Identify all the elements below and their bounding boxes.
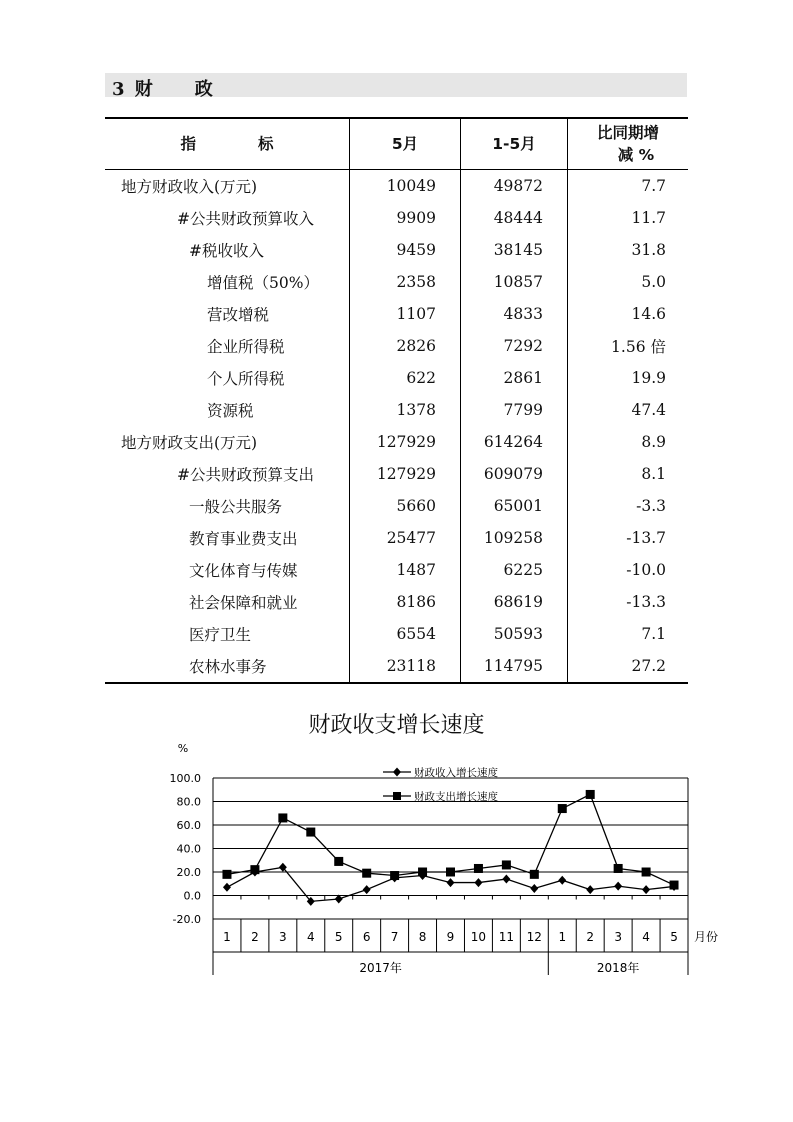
row-may-value: 1107 [350,298,461,330]
row-ytd-value: 65001 [461,490,568,522]
data-point-diamond [447,878,455,887]
data-point-diamond [223,883,231,892]
row-ytd-value: 50593 [461,618,568,650]
row-yoy-value: 19.9 [568,362,689,394]
row-label: 医疗卫生 [189,626,252,644]
data-point-square [446,868,455,877]
data-point-square [474,864,483,873]
row-ytd-value: 114795 [461,650,568,683]
row-yoy-value: 7.7 [568,170,689,203]
x-tick-label: 8 [418,930,427,944]
row-label: 社会保障和就业 [189,594,298,612]
row-yoy-value: -3.3 [568,490,689,522]
data-point-square [586,790,595,799]
header-indicator: 指 标 [105,118,350,170]
row-yoy-value: 8.9 [568,426,689,458]
x-tick-label: 3 [279,930,287,944]
row-may-value: 6554 [350,618,461,650]
header-ytd: 1-5月 [461,118,568,170]
data-point-diamond [474,878,482,887]
y-tick-label: 40.0 [176,842,201,856]
row-may-value: 622 [350,362,461,394]
row-label: 地方财政收入(万元) [121,178,258,196]
row-yoy-value: 27.2 [568,650,689,683]
row-label: 营改增税 [207,306,270,324]
data-point-square [334,857,343,866]
data-point-diamond [363,885,371,894]
row-may-value: 5660 [350,490,461,522]
row-ytd-value: 7799 [461,394,568,426]
row-label: 农林水事务 [105,650,350,683]
data-point-square [222,870,231,879]
data-point-diamond [530,884,538,893]
row-label: 个人所得税 [207,370,285,388]
row-yoy-value: 31.8 [568,234,689,266]
legend-marker-diamond [393,768,401,777]
x-tick-label: 9 [446,930,455,944]
row-ytd-value: 7292 [461,330,568,362]
row-may-value: 127929 [350,458,461,490]
row-label: 教育事业费支出 [189,530,298,548]
row-label: 一般公共服务 [189,498,283,516]
x-tick-label: 4 [642,930,650,944]
row-ytd-value: 609079 [461,458,568,490]
row-label: 增值税（50%） [207,274,319,292]
row-ytd-value: 38145 [461,234,568,266]
row-ytd-value: 109258 [461,522,568,554]
y-axis-unit: % [177,742,189,755]
row-may-value: 2358 [350,266,461,298]
data-point-square [558,804,567,813]
row-label: 资源税 [207,402,254,420]
row-yoy-value: 7.1 [568,618,689,650]
row-label: #税收收入 [189,242,264,260]
legend-marker-square [393,792,401,800]
section-title: 3 财 政 [112,79,215,100]
row-may-value: 10049 [350,170,461,203]
row-label: 文化体育与传媒 [189,562,298,580]
row-ytd-value: 10857 [461,266,568,298]
data-point-square [278,813,287,822]
row-yoy-value: 11.7 [568,202,689,234]
data-point-square [642,868,651,877]
row-label: 企业所得税 [207,338,285,356]
y-tick-label: 20.0 [176,866,201,879]
x-tick-label: 5 [670,930,678,944]
row-may-value: 23118 [350,650,461,683]
data-point-square [418,868,427,877]
legend-label: 财政收入增长速度 [414,767,498,779]
row-may-value: 127929 [350,426,461,458]
row-yoy-value: -13.3 [568,586,689,618]
row-label: #公共财政预算支出 [177,466,314,484]
data-point-square [614,864,623,873]
row-yoy-value: 14.6 [568,298,689,330]
x-tick-label: 4 [306,930,315,944]
legend-label: 财政支出增长速度 [414,791,498,803]
year-group-label: 2017年 [359,961,402,975]
row-ytd-value: 68619 [461,586,568,618]
y-tick-label: 100.0 [169,772,201,785]
row-ytd-value: 48444 [461,202,568,234]
x-tick-label: 10 [470,930,487,944]
row-may-value: 2826 [350,330,461,362]
x-tick-label: 6 [362,930,371,944]
x-axis-label: 月份 [693,930,719,944]
data-point-square [530,870,539,879]
x-tick-label: 11 [498,930,515,944]
row-may-value: 1378 [350,394,461,426]
data-point-diamond [642,885,650,894]
x-tick-label: 3 [614,930,622,944]
x-tick-label: 7 [390,930,399,944]
year-group-label: 2018年 [596,961,640,975]
y-tick-label: -20.0 [172,913,201,926]
data-point-diamond [586,885,594,894]
row-ytd-value: 4833 [461,298,568,330]
row-yoy-value: -10.0 [568,554,689,586]
y-tick-label: 80.0 [176,795,201,809]
data-point-diamond [558,876,566,885]
row-may-value: 25477 [350,522,461,554]
row-ytd-value: 49872 [461,170,568,203]
row-label: #公共财政预算收入 [177,210,314,228]
data-point-square [362,869,371,878]
row-yoy-value: 1.56 倍 [568,330,689,362]
header-may: 5月 [350,118,461,170]
row-yoy-value: 8.1 [568,458,689,490]
x-tick-label: 1 [558,930,567,944]
row-may-value: 9909 [350,202,461,234]
data-point-diamond [614,882,622,891]
x-tick-label: 5 [334,930,343,944]
data-point-square [390,871,399,880]
row-may-value: 8186 [350,586,461,618]
row-ytd-value: 614264 [461,426,568,458]
row-label: 地方财政支出(万元) [121,434,258,452]
data-point-diamond [502,875,510,884]
x-tick-label: 2 [586,930,595,944]
x-tick-label: 1 [223,930,231,944]
row-ytd-value: 6225 [461,554,568,586]
x-tick-label: 12 [526,930,542,944]
x-tick-label: 2 [251,930,259,944]
header-yoy-line1: 比同期增 [596,124,659,142]
data-point-square [306,828,315,837]
data-point-square [250,865,259,874]
data-point-square [670,881,679,890]
row-may-value: 1487 [350,554,461,586]
data-point-square [502,860,511,869]
row-may-value: 9459 [350,234,461,266]
row-yoy-value: 47.4 [568,394,689,426]
row-ytd-value: 2861 [461,362,568,394]
chart-title: 财政收支增长速度 [308,713,485,738]
row-yoy-value: 5.0 [568,266,689,298]
y-tick-label: 60.0 [176,819,201,832]
row-yoy-value: -13.7 [568,522,689,554]
y-tick-label: 0.0 [183,889,201,903]
header-yoy-line2: 减 % [617,146,655,164]
